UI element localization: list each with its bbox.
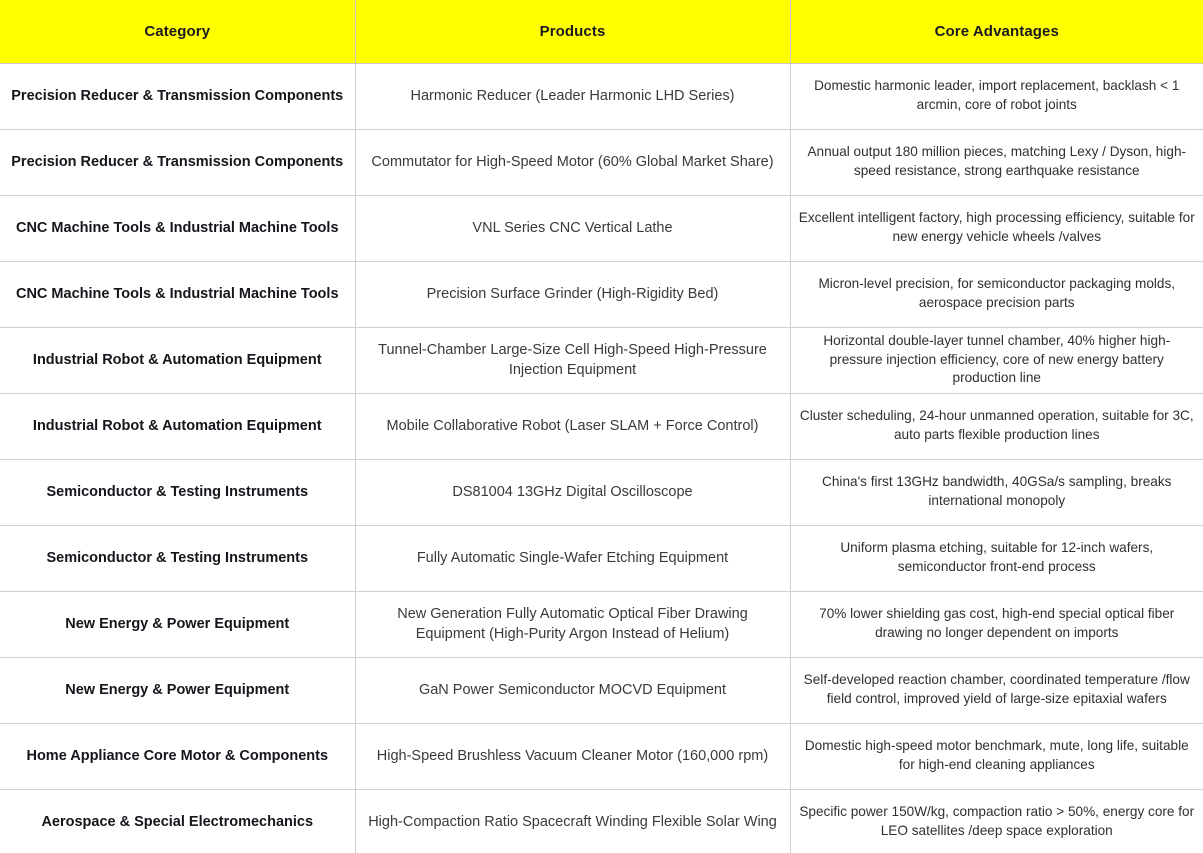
cell-products: Harmonic Reducer (Leader Harmonic LHD Series) <box>355 63 790 129</box>
table-header <box>0 0 1203 63</box>
cell-category: New Energy & Power Equipment <box>0 591 355 657</box>
cell-products: Fully Automatic Single-Wafer Etching Equipment <box>355 525 790 591</box>
cell-products: High-Speed Brushless Vacuum Cleaner Motor (160,000 rpm) <box>355 723 790 789</box>
cell-category: Precision Reducer & Transmission Components <box>0 63 355 129</box>
cell-products: Precision Surface Grinder (High-Rigidity Bed) <box>355 261 790 327</box>
cell-advantages: Excellent intelligent factory, high processing efficiency, suitable for new energy vehicle wheels /valves <box>790 195 1203 261</box>
cell-category: Semiconductor & Testing Instruments <box>0 459 355 525</box>
table-body <box>0 63 1203 853</box>
cell-products: High-Compaction Ratio Spacecraft Winding Flexible Solar Wing <box>355 789 790 853</box>
cell-category: Industrial Robot & Automation Equipment <box>0 393 355 459</box>
cell-category: Precision Reducer & Transmission Components <box>0 129 355 195</box>
table-row <box>0 129 1203 195</box>
column-header-advantages: Core Advantages <box>790 0 1203 63</box>
cell-category: New Energy & Power Equipment <box>0 657 355 723</box>
table-row <box>0 459 1203 525</box>
column-header-category: Category <box>0 0 355 63</box>
cell-category: Industrial Robot & Automation Equipment <box>0 327 355 393</box>
cell-advantages: Cluster scheduling, 24-hour unmanned operation, suitable for 3C, auto parts flexible production lines <box>790 393 1203 459</box>
cell-products: Mobile Collaborative Robot (Laser SLAM + Force Control) <box>355 393 790 459</box>
table-row <box>0 591 1203 657</box>
table-row <box>0 525 1203 591</box>
cell-category: CNC Machine Tools & Industrial Machine Tools <box>0 261 355 327</box>
cell-advantages: 70% lower shielding gas cost, high-end special optical fiber drawing no longer dependent on imports <box>790 591 1203 657</box>
cell-advantages: Domestic high-speed motor benchmark, mute, long life, suitable for high-end cleaning appliances <box>790 723 1203 789</box>
table-row <box>0 63 1203 129</box>
cell-products: Tunnel-Chamber Large-Size Cell High-Speed High-Pressure Injection Equipment <box>355 327 790 393</box>
table-row <box>0 393 1203 459</box>
cell-advantages: Specific power 150W/kg, compaction ratio > 50%, energy core for LEO satellites /deep space exploration <box>790 789 1203 853</box>
cell-category: Aerospace & Special Electromechanics <box>0 789 355 853</box>
table-row <box>0 327 1203 393</box>
table-header-row <box>0 0 1203 63</box>
table-row <box>0 657 1203 723</box>
cell-advantages: China's first 13GHz bandwidth, 40GSa/s sampling, breaks international monopoly <box>790 459 1203 525</box>
cell-advantages: Self-developed reaction chamber, coordinated temperature /flow field control, improved yield of large-size epitaxial wafers <box>790 657 1203 723</box>
cell-advantages: Horizontal double-layer tunnel chamber, 40% higher high-pressure injection efficiency, core of new energy battery production line <box>790 327 1203 393</box>
cell-products: DS81004 13GHz Digital Oscilloscope <box>355 459 790 525</box>
cell-advantages: Domestic harmonic leader, import replacement, backlash < 1 arcmin, core of robot joints <box>790 63 1203 129</box>
cell-advantages: Micron-level precision, for semiconductor packaging molds, aerospace precision parts <box>790 261 1203 327</box>
cell-products: GaN Power Semiconductor MOCVD Equipment <box>355 657 790 723</box>
cell-advantages: Annual output 180 million pieces, matching Lexy / Dyson, high-speed resistance, strong earthquake resistance <box>790 129 1203 195</box>
cell-category: CNC Machine Tools & Industrial Machine Tools <box>0 195 355 261</box>
table-row <box>0 789 1203 853</box>
cell-products: Commutator for High-Speed Motor (60% Global Market Share) <box>355 129 790 195</box>
table-row <box>0 261 1203 327</box>
cell-products: VNL Series CNC Vertical Lathe <box>355 195 790 261</box>
column-header-products: Products <box>355 0 790 63</box>
cell-products: New Generation Fully Automatic Optical Fiber Drawing Equipment (High-Purity Argon Instead of Helium) <box>355 591 790 657</box>
cell-category: Home Appliance Core Motor & Components <box>0 723 355 789</box>
cell-advantages: Uniform plasma etching, suitable for 12-inch wafers, semiconductor front-end process <box>790 525 1203 591</box>
cell-category: Semiconductor & Testing Instruments <box>0 525 355 591</box>
table-row <box>0 723 1203 789</box>
table-row <box>0 195 1203 261</box>
